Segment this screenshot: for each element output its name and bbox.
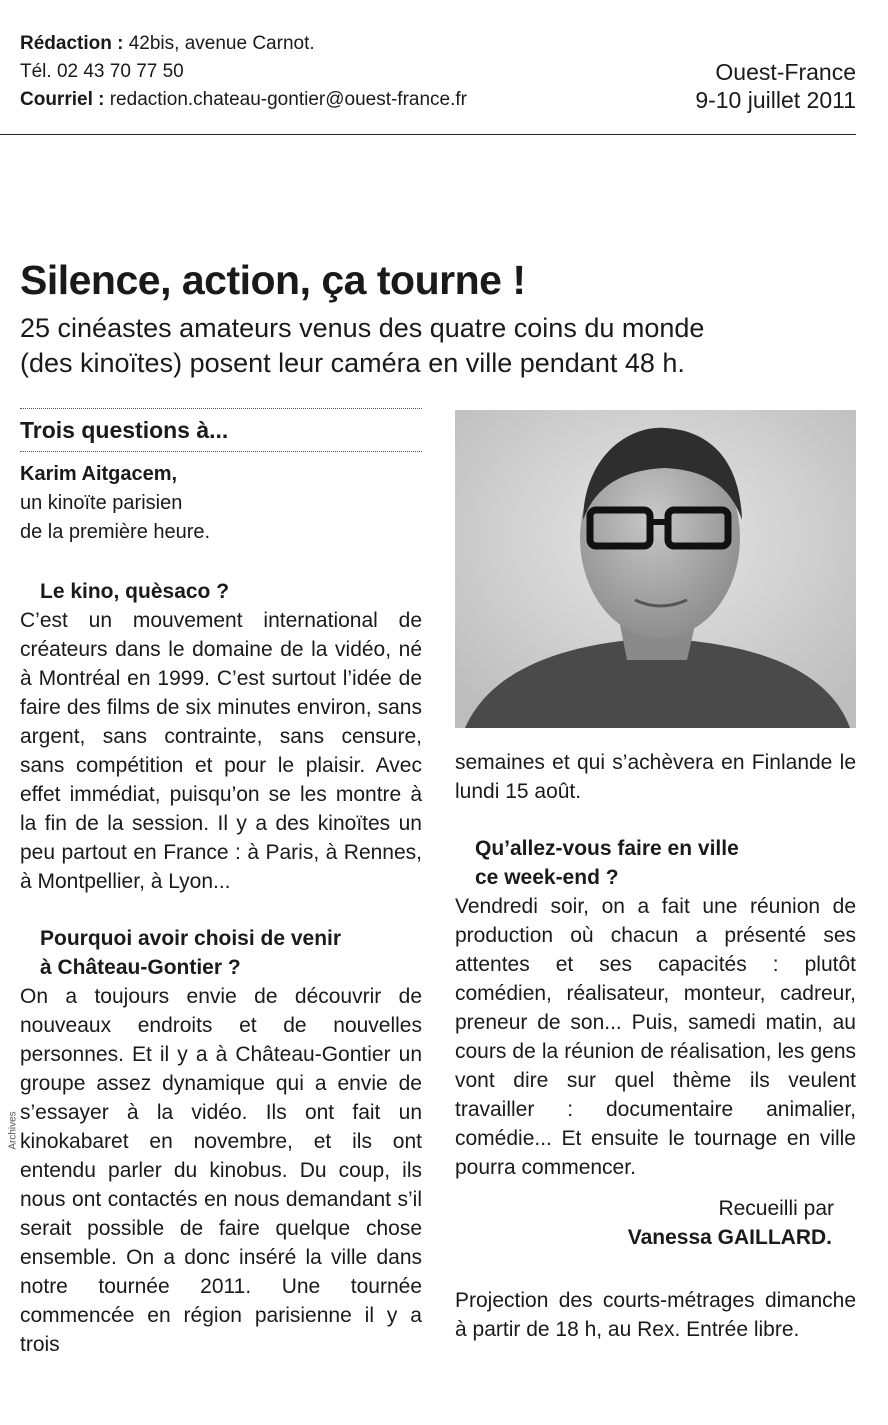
- header-rule: [0, 134, 856, 135]
- projection-info: Projection des courts-métrages dimanche à partir de 18 h, au Rex. Entrée libre.: [455, 1289, 856, 1341]
- question-3: [455, 834, 856, 892]
- publication-date: 9-10 juillet 2011: [695, 87, 856, 113]
- signoff-collected-by: Recueilli par: [718, 1197, 834, 1220]
- archives-side-note: Archives: [7, 1111, 19, 1150]
- redaction-label: Rédaction :: [20, 33, 124, 54]
- telephone-line: Tél. 02 43 70 77 50: [20, 61, 184, 82]
- answer-2: On a toujours envie de découvrir de nouveaux endroits et de nouvelles personnes. Et il y a à Château-Gontier un groupe assez dynamique qui a envie de s’essayer à la vidéo. Ils ont fait un kinokabaret en novembre, et ils ont entendu parler du kinobus. Du coup, ils nous ont contactés en nous demandant s’il serait possible de faire quelque chose ensemble. On a donc inséré la ville dans notre tournée 2011. Une tournée commencée en région parisienne il y a trois: [20, 985, 422, 1356]
- answer-3: Vendredi soir, on a fait une réunion de production où chacun a présenté ses attentes et ses capacités : plutôt comédien, réalisateur, monteur, cadreur, preneur de son... Puis, samedi matin, au cours de la réunion de réalisation, les gens vont dire sur quel thème ils veulent travailler : documentaire animalier, comédie... Et ensuite le tournage en ville pourra commencer.: [455, 895, 856, 1179]
- lead-line-1: 25 cinéastes amateurs venus des quatre coins du monde: [20, 313, 705, 343]
- email-line: [20, 86, 467, 114]
- box-rule-bottom: [20, 451, 422, 452]
- interviewee-role-line-1: un kinoïte parisien: [20, 492, 183, 514]
- masthead-contact: [20, 30, 467, 114]
- interviewee-role-line-2: de la première heure.: [20, 521, 211, 543]
- newspaper-name: Ouest-France: [715, 59, 856, 85]
- question-2-line-1: Pourquoi avoir choisi de venir: [40, 927, 342, 950]
- portrait-illustration: [455, 410, 856, 728]
- question-2-line-2: à Château-Gontier ?: [40, 956, 241, 979]
- interview-left-column: [20, 408, 422, 1359]
- masthead-publication: [695, 58, 856, 114]
- lead-line-2: (des kinoïtes) posent leur caméra en ville pendant 48 h.: [20, 348, 685, 378]
- interviewee-intro: [20, 460, 422, 547]
- box-rule-top: [20, 408, 422, 409]
- signoff-author: Vanessa GAILLARD.: [627, 1226, 832, 1249]
- courriel-label: Courriel :: [20, 89, 105, 110]
- question-3-line-2: ce week-end ?: [475, 866, 619, 889]
- interview-box-title: Trois questions à...: [20, 417, 229, 443]
- email-address: redaction.chateau-gontier@ouest-france.fr: [109, 89, 467, 110]
- interviewee-name: Karim Aitgacem,: [20, 463, 178, 485]
- redaction-address: 42bis, avenue Carnot.: [128, 33, 315, 54]
- portrait-photo: [455, 410, 856, 728]
- article-lead: [20, 311, 780, 381]
- question-2: [20, 924, 422, 982]
- question-3-line-1: Qu’allez-vous faire en ville: [475, 837, 739, 860]
- answer-1: C’est un mouvement international de créateurs dans le domaine de la vidéo, né à Montréal en 1999. C’est surtout l’idée de faire des films de six minutes environ, sans argent, sans contrainte, sans censure, sans compétition et pour le plaisir. Avec effet immédiat, puisqu’on se les montre à la fin de la session. Il y a des kinoïtes un peu partout en France : à Paris, à Rennes, à Montpellier, à Lyon...: [20, 609, 422, 893]
- interview-right-column: [455, 748, 856, 1344]
- question-1: Le kino, quèsaco ?: [40, 580, 230, 603]
- redaction-line: [20, 30, 467, 58]
- answer-2-continued: semaines et qui s’achèvera en Finlande le lundi 15 août.: [455, 751, 856, 803]
- article-headline: Silence, action, ça tourne !: [20, 257, 526, 303]
